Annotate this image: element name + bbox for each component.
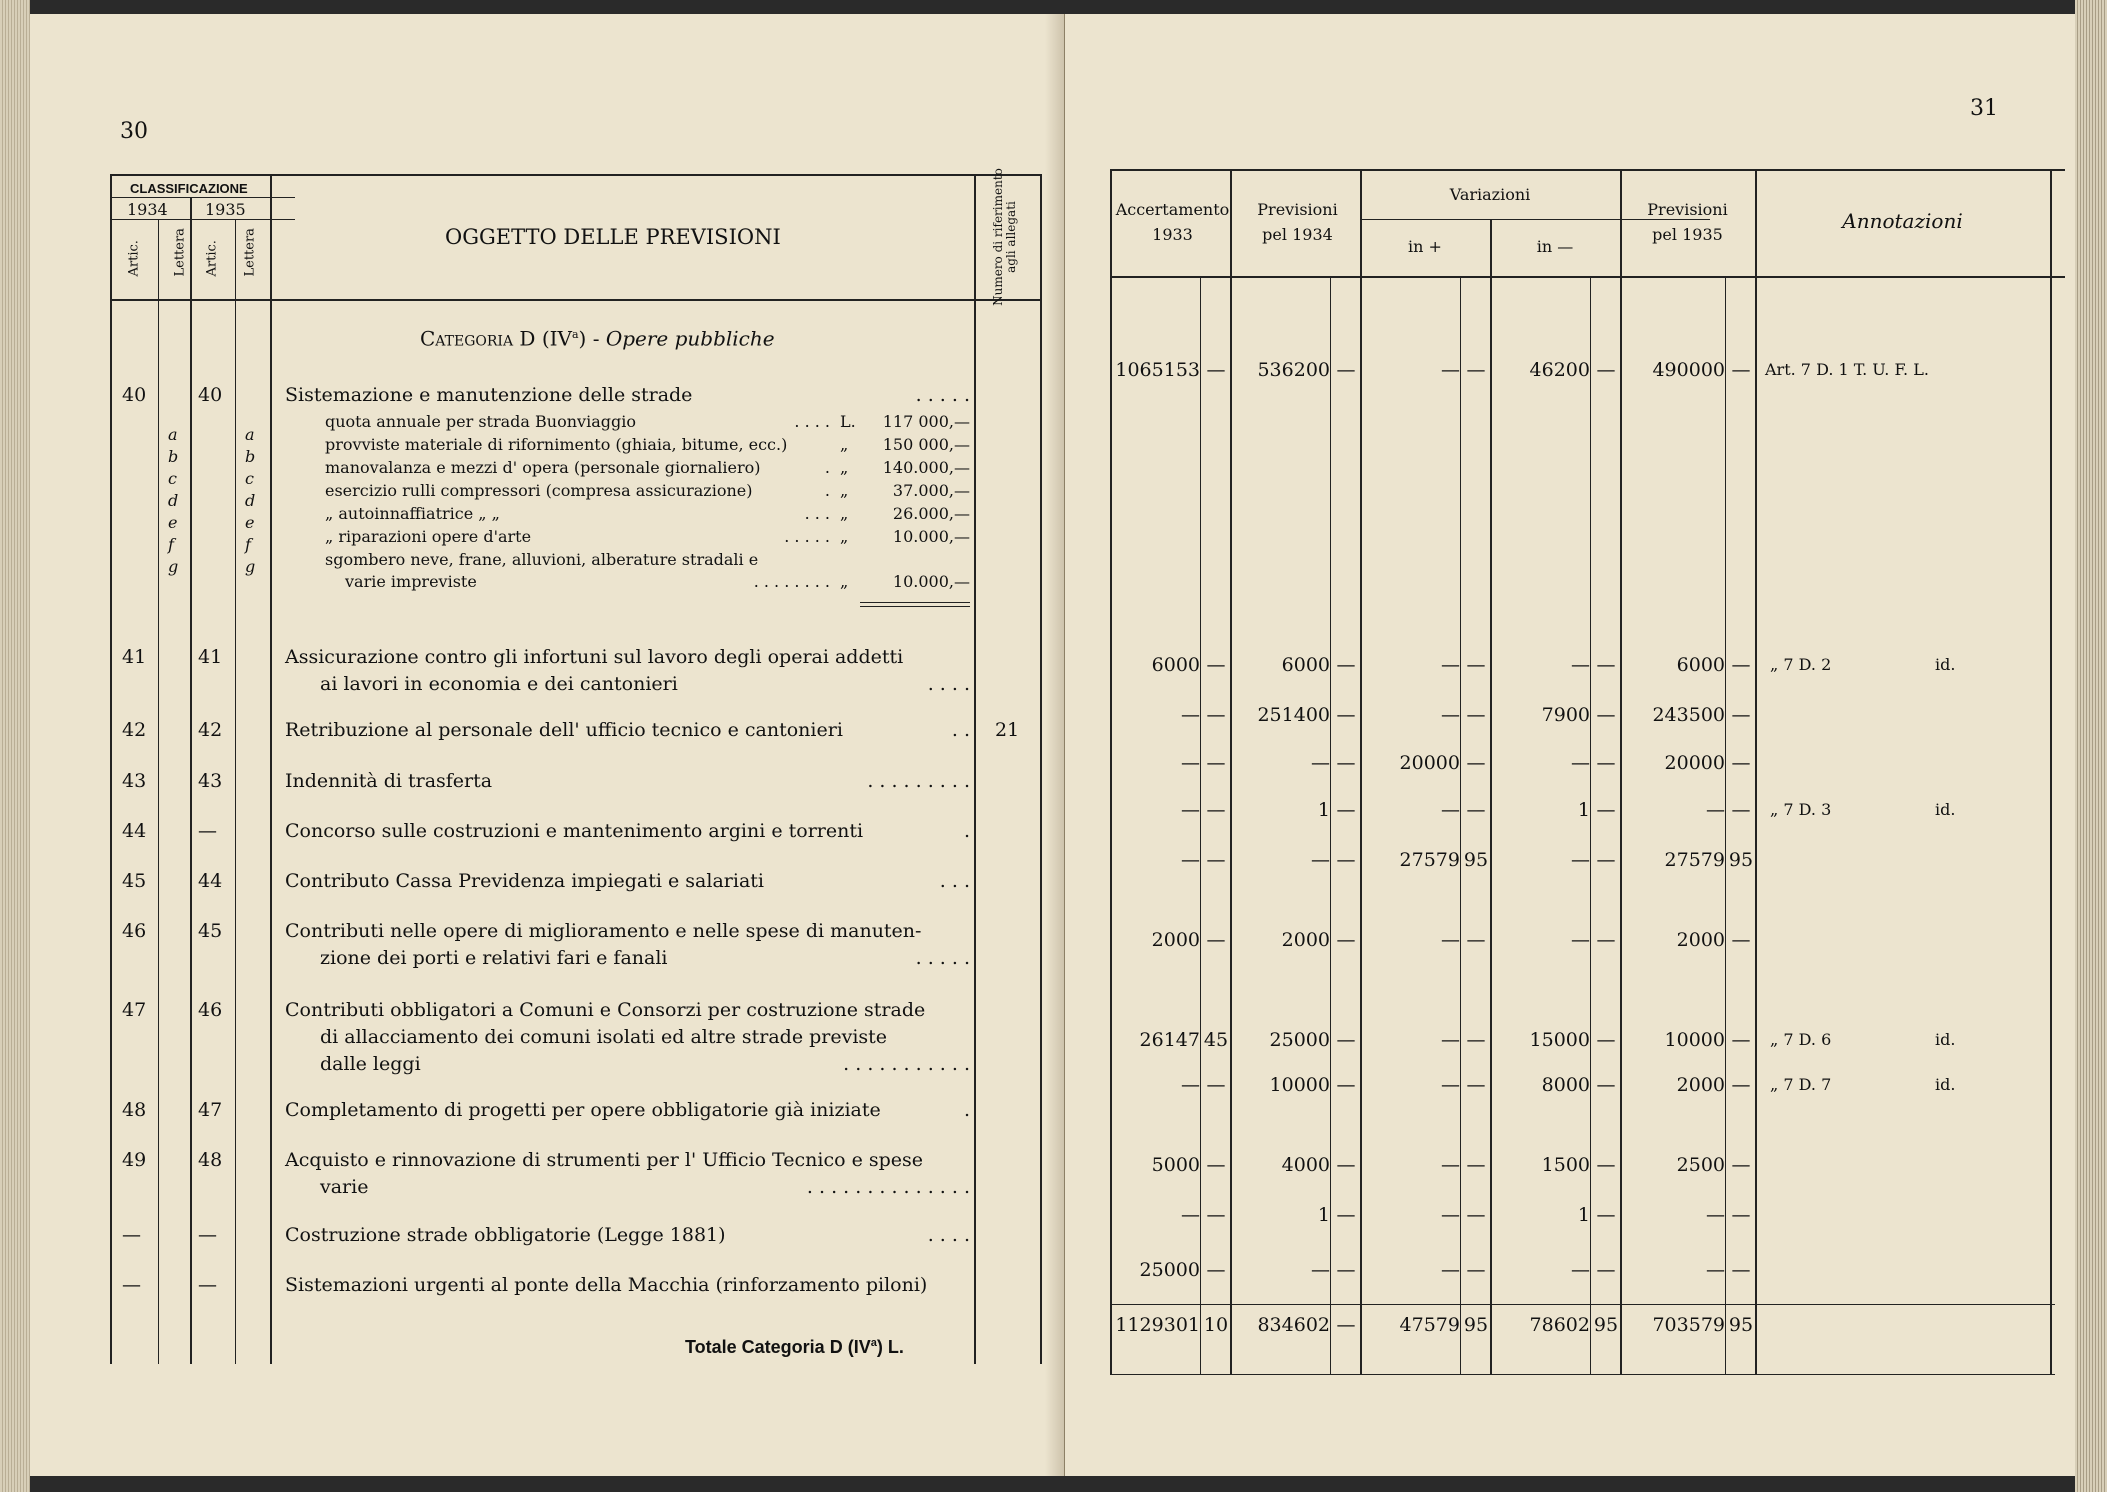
- right-page: [1065, 14, 2075, 1476]
- cell-acc-c: —: [1206, 704, 1226, 726]
- dot-leader: .: [963, 820, 970, 842]
- total-label-left: Totale Categoria D $(IV^a)$ L.: [685, 1337, 904, 1357]
- in-minus-header: in —: [1536, 237, 1574, 256]
- cell-vm-c: —: [1596, 849, 1616, 871]
- cell-p35: 20000: [1664, 752, 1725, 774]
- sub-item-text: „ autoinnaffiatrice „ „: [325, 504, 500, 523]
- cell-p35: —: [1706, 1259, 1725, 1281]
- letter-1934: b: [168, 447, 179, 466]
- cell-vp-c: —: [1466, 359, 1486, 381]
- numero-riferimento-header: Numero di riferimento agli allegati: [991, 168, 1018, 306]
- article-1935: —: [198, 1224, 217, 1246]
- cell-acc-c: —: [1206, 359, 1226, 381]
- sub-item-amount: 37.000,—: [892, 481, 970, 500]
- cell-p34-c: —: [1336, 849, 1356, 871]
- annotation: „ 7 D. 6: [1770, 1030, 1832, 1049]
- cell-p34: 6000: [1281, 654, 1330, 676]
- cell-vp: —: [1441, 1154, 1460, 1176]
- cell-vp-c: 95: [1463, 1314, 1489, 1336]
- annotazioni-header: Annotazioni: [1842, 209, 1963, 233]
- cell-p34: 1: [1317, 799, 1330, 821]
- cell-p34-c: —: [1336, 704, 1356, 726]
- cell-p34-c: —: [1336, 752, 1356, 774]
- dot-leader: . .: [951, 719, 970, 741]
- cell-vm: 1: [1577, 1204, 1590, 1226]
- cell-acc-c: —: [1206, 752, 1226, 774]
- row-description-cont: varie: [320, 1176, 369, 1198]
- cell-acc: 26147: [1139, 1029, 1200, 1051]
- pel-1934-header: pel 1934: [1262, 225, 1333, 244]
- cell-p34: —: [1311, 752, 1330, 774]
- cell-vm: 46200: [1529, 359, 1590, 381]
- cell-acc-c: —: [1206, 799, 1226, 821]
- cell-acc: —: [1181, 752, 1200, 774]
- cell-acc-c: —: [1206, 654, 1226, 676]
- cell-p34: 536200: [1257, 359, 1330, 381]
- cell-p34: 1: [1317, 1204, 1330, 1226]
- cell-p34: 251400: [1257, 704, 1330, 726]
- article-1935: 41: [198, 646, 223, 668]
- article-1934: 48: [122, 1099, 147, 1121]
- cell-p34-c: —: [1336, 929, 1356, 951]
- cell-vp: —: [1441, 1074, 1460, 1096]
- row-description-cont: zione dei porti e relativi fari e fanali: [320, 947, 668, 969]
- cell-vp: —: [1441, 704, 1460, 726]
- article-1934: —: [122, 1224, 141, 1246]
- classificazione-label: CLASSIFICAZIONE: [130, 181, 248, 196]
- letter-1935: g: [245, 557, 256, 576]
- cell-acc: 5000: [1151, 1154, 1200, 1176]
- cell-vm: —: [1571, 849, 1590, 871]
- article-1935: —: [198, 820, 217, 842]
- cell-p35-c: 95: [1728, 849, 1754, 871]
- article-1935: 42: [198, 719, 223, 741]
- currency-mark: „: [840, 504, 849, 523]
- previsioni-1934-header: Previsioni: [1257, 200, 1338, 219]
- annotation-id: id.: [1935, 1030, 1956, 1049]
- article-1935: 40: [198, 384, 223, 406]
- cell-vp: —: [1441, 359, 1460, 381]
- cell-p34-c: —: [1336, 1259, 1356, 1281]
- cell-vm: —: [1571, 929, 1590, 951]
- sub-item-amount: 150 000,—: [882, 435, 970, 454]
- sub-item-text: „ riparazioni opere d'arte: [325, 527, 532, 546]
- cell-p35: 6000: [1676, 654, 1725, 676]
- annotation-id: id.: [1935, 800, 1956, 819]
- cell-vm-c: —: [1596, 359, 1616, 381]
- cell-p35-c: —: [1731, 929, 1751, 951]
- oggetto-header: OGGETTO DELLE PREVISIONI: [445, 225, 781, 249]
- annotation: Art. 7 D. 1 T. U. F. L.: [1765, 360, 1929, 379]
- cell-p35-c: —: [1731, 799, 1751, 821]
- article-1935: 46: [198, 999, 223, 1021]
- cell-vm-c: —: [1596, 1259, 1616, 1281]
- cell-p34: 25000: [1269, 1029, 1330, 1051]
- cell-p34-c: —: [1336, 799, 1356, 821]
- cell-vp-c: —: [1466, 1029, 1486, 1051]
- cell-acc-c: —: [1206, 1259, 1226, 1281]
- page-number-left: 30: [120, 119, 148, 144]
- cell-acc: —: [1181, 1074, 1200, 1096]
- article-1935: 45: [198, 920, 223, 942]
- cell-acc: 25000: [1139, 1259, 1200, 1281]
- cell-p35: 2000: [1676, 1074, 1725, 1096]
- article-1935: 44: [198, 870, 223, 892]
- cell-acc: 6000: [1151, 654, 1200, 676]
- page-stack-right-edge: [2075, 0, 2107, 1492]
- cell-vm-c: —: [1596, 752, 1616, 774]
- row-description: Sistemazione e manutenzione delle strade: [285, 384, 693, 406]
- pel-1935-header: pel 1935: [1652, 225, 1723, 244]
- article-1934: 46: [122, 920, 147, 942]
- cell-p34-c: —: [1336, 1154, 1356, 1176]
- cell-acc: 1065153: [1115, 359, 1200, 381]
- cell-p35-c: —: [1731, 359, 1751, 381]
- row-description: Retribuzione al personale dell' ufficio tecnico e cantonieri: [285, 719, 843, 741]
- cell-vp: 20000: [1399, 752, 1460, 774]
- article-1935: 47: [198, 1099, 223, 1121]
- row-description: Acquisto e rinnovazione di strumenti per l' Ufficio Tecnico e spese: [285, 1149, 924, 1171]
- cell-acc-c: —: [1206, 1074, 1226, 1096]
- cell-acc-c: 45: [1203, 1029, 1229, 1051]
- sub-item-dots: .: [824, 481, 830, 500]
- sub-item-dots: . . . .: [794, 412, 830, 431]
- cell-acc-c: —: [1206, 849, 1226, 871]
- sub-item-amount: 140.000,—: [882, 458, 970, 477]
- dot-leader: . . . .: [927, 673, 970, 695]
- lettera-1934-label: Lettera: [172, 228, 188, 277]
- cell-p34: —: [1311, 849, 1330, 871]
- sub-item-dots: . . . . .: [784, 527, 830, 546]
- cell-p35: 10000: [1664, 1029, 1725, 1051]
- category-heading: Categoria D $(IV^a)$ - Opere pubbliche: [420, 326, 775, 351]
- year-1934-label: 1934: [127, 200, 168, 219]
- currency-mark: „: [840, 527, 849, 546]
- cell-vm: 1: [1577, 799, 1590, 821]
- cell-vm: —: [1571, 654, 1590, 676]
- cell-p35: 703579: [1652, 1314, 1725, 1336]
- dot-leader: . . . . .: [915, 384, 970, 406]
- cell-vp-c: —: [1466, 704, 1486, 726]
- letter-1934: e: [168, 513, 178, 532]
- cell-p35-c: —: [1731, 1259, 1751, 1281]
- annotation: „ 7 D. 3: [1770, 800, 1832, 819]
- sub-item-text: provviste materiale di rifornimento (ghiaia, bitume, ecc.): [325, 435, 788, 454]
- reference-number: 21: [995, 719, 1020, 741]
- letter-1935: f: [245, 535, 251, 554]
- row-description-cont: ai lavori in economia e dei cantonieri: [320, 673, 678, 695]
- cell-vp: —: [1441, 929, 1460, 951]
- cell-vp-c: —: [1466, 929, 1486, 951]
- artic-1935-label: Artic.: [204, 240, 220, 277]
- sub-item-dots: . . .: [804, 504, 830, 523]
- cell-p34: 2000: [1281, 929, 1330, 951]
- article-1934: 42: [122, 719, 147, 741]
- cell-vm-c: —: [1596, 1154, 1616, 1176]
- sub-item-amount: 117 000,—: [882, 412, 970, 431]
- cell-p35: —: [1706, 1204, 1725, 1226]
- annotation: „ 7 D. 7: [1770, 1075, 1832, 1094]
- sub-item-text: esercizio rulli compressori (compresa assicurazione): [325, 481, 753, 500]
- accertamento-year: 1933: [1152, 225, 1193, 244]
- row-description: Indennità di trasferta: [285, 770, 493, 792]
- cell-vm: 1500: [1541, 1154, 1590, 1176]
- cell-p35: 243500: [1652, 704, 1725, 726]
- row-description-cont: dalle leggi: [320, 1053, 421, 1075]
- cell-p34-c: —: [1336, 1074, 1356, 1096]
- sub-item-text: manovalanza e mezzi d' opera (personale giornaliero): [325, 458, 761, 477]
- row-description: Costruzione strade obbligatorie (Legge 1881): [285, 1224, 726, 1246]
- cell-vp: —: [1441, 1204, 1460, 1226]
- dot-leader: . . . .: [927, 1224, 970, 1246]
- article-1934: 49: [122, 1149, 147, 1171]
- cell-p35-c: —: [1731, 704, 1751, 726]
- cell-p35: 490000: [1652, 359, 1725, 381]
- left-page: [30, 14, 1065, 1476]
- article-1934: 47: [122, 999, 147, 1021]
- cell-acc: —: [1181, 704, 1200, 726]
- cell-vm: —: [1571, 1259, 1590, 1281]
- letter-1934: f: [168, 535, 174, 554]
- cell-p35: —: [1706, 799, 1725, 821]
- cell-p35-c: —: [1731, 1154, 1751, 1176]
- cell-acc: 1129301: [1115, 1314, 1200, 1336]
- letter-1935: a: [245, 425, 255, 444]
- cell-vp: —: [1441, 654, 1460, 676]
- row-description: Contributi nelle opere di miglioramento e nelle spese di manuten-: [285, 920, 922, 942]
- page-number-right: 31: [1970, 96, 1998, 121]
- cell-vp-c: —: [1466, 1154, 1486, 1176]
- currency-mark: „: [840, 435, 849, 454]
- cell-p35-c: —: [1731, 1204, 1751, 1226]
- cell-vm-c: —: [1596, 799, 1616, 821]
- cell-vm-c: 95: [1593, 1314, 1619, 1336]
- letter-1934: g: [168, 557, 179, 576]
- cell-vp: 27579: [1399, 849, 1460, 871]
- cell-vp-c: —: [1466, 1074, 1486, 1096]
- cell-vp: —: [1441, 1029, 1460, 1051]
- cell-vm-c: —: [1596, 654, 1616, 676]
- letter-1935: c: [245, 469, 254, 488]
- cell-p35: 2500: [1676, 1154, 1725, 1176]
- cell-vm-c: —: [1596, 1204, 1616, 1226]
- cell-p34-c: —: [1336, 1314, 1356, 1336]
- letter-1935: d: [245, 491, 256, 510]
- cell-p34-c: —: [1336, 1029, 1356, 1051]
- cell-acc-c: —: [1206, 929, 1226, 951]
- letter-1934: a: [168, 425, 178, 444]
- cell-vp-c: 95: [1463, 849, 1489, 871]
- row-description: Contributi obbligatori a Comuni e Consorzi per costruzione strade: [285, 999, 926, 1021]
- letter-1935: e: [245, 513, 255, 532]
- cell-p35-c: 95: [1728, 1314, 1754, 1336]
- article-1934: —: [122, 1274, 141, 1296]
- cell-vm-c: —: [1596, 1029, 1616, 1051]
- sub-item-amount: 10.000,—: [892, 527, 970, 546]
- sub-item-amount: 26.000,—: [892, 504, 970, 523]
- cell-vp: 47579: [1399, 1314, 1460, 1336]
- cell-vp: —: [1441, 799, 1460, 821]
- cell-vm: 78602: [1529, 1314, 1590, 1336]
- cell-p35-c: —: [1731, 1074, 1751, 1096]
- cell-vp-c: —: [1466, 1204, 1486, 1226]
- row-description: Sistemazioni urgenti al ponte della Macchia (rinforzamento piloni): [285, 1274, 928, 1296]
- cell-p34: —: [1311, 1259, 1330, 1281]
- page-stack-left-edge: [0, 0, 30, 1492]
- lettera-1935-label: Lettera: [242, 228, 258, 277]
- in-plus-header: in +: [1408, 237, 1442, 256]
- cell-vp-c: —: [1466, 654, 1486, 676]
- cell-acc: —: [1181, 1204, 1200, 1226]
- cell-p35: 2000: [1676, 929, 1725, 951]
- article-1934: 40: [122, 384, 147, 406]
- cell-p34: 4000: [1281, 1154, 1330, 1176]
- letter-1934: d: [168, 491, 179, 510]
- article-1934: 44: [122, 820, 147, 842]
- row-description-cont: di allacciamento dei comuni isolati ed altre strade previste: [320, 1026, 888, 1048]
- cell-p34: 834602: [1257, 1314, 1330, 1336]
- article-1934: 45: [122, 870, 147, 892]
- annotation: „ 7 D. 2: [1770, 655, 1832, 674]
- artic-1934-label: Artic.: [126, 240, 142, 277]
- article-1935: 43: [198, 770, 223, 792]
- cell-p34-c: —: [1336, 1204, 1356, 1226]
- cell-p35: 27579: [1664, 849, 1725, 871]
- article-1934: 43: [122, 770, 147, 792]
- cell-p34: 10000: [1269, 1074, 1330, 1096]
- dot-leader: . . . . . . . . . . .: [843, 1053, 970, 1075]
- sub-item-text-cont: varie impreviste: [345, 572, 477, 591]
- cell-p35-c: —: [1731, 1029, 1751, 1051]
- cell-acc-c: —: [1206, 1204, 1226, 1226]
- currency-mark: „: [840, 458, 849, 477]
- cell-acc: —: [1181, 849, 1200, 871]
- accertamento-header: Accertamento: [1115, 200, 1230, 219]
- cell-vm: 8000: [1541, 1074, 1590, 1096]
- previsioni-1935-header: Previsioni: [1647, 200, 1728, 219]
- row-description: Completamento di progetti per opere obbligatorie già iniziate: [285, 1099, 881, 1121]
- cell-p34-c: —: [1336, 359, 1356, 381]
- cell-vp-c: —: [1466, 1259, 1486, 1281]
- dot-leader: .: [963, 1099, 970, 1121]
- cell-vp-c: —: [1466, 799, 1486, 821]
- cell-vm-c: —: [1596, 704, 1616, 726]
- cell-acc-c: —: [1206, 1154, 1226, 1176]
- cell-vm-c: —: [1596, 929, 1616, 951]
- cell-acc: 2000: [1151, 929, 1200, 951]
- sub-item-amount: 10.000,—: [892, 572, 970, 591]
- row-description: Assicurazione contro gli infortuni sul lavoro degli operai addetti: [285, 646, 904, 668]
- dot-leader: . . . . .: [915, 947, 970, 969]
- cell-vm: 15000: [1529, 1029, 1590, 1051]
- dot-leader: . . . . . . . . .: [867, 770, 970, 792]
- letter-1935: b: [245, 447, 256, 466]
- cell-vp-c: —: [1466, 752, 1486, 774]
- sub-item-text: sgombero neve, frane, alluvioni, alberature stradali e: [325, 550, 759, 569]
- article-1934: 41: [122, 646, 147, 668]
- cell-vm-c: —: [1596, 1074, 1616, 1096]
- sub-item-dots: . . . . . . . .: [753, 572, 830, 591]
- dot-leader: . . . . . . . . . . . . . .: [806, 1176, 970, 1198]
- cell-p35-c: —: [1731, 752, 1751, 774]
- annotation-id: id.: [1935, 1075, 1956, 1094]
- row-description: Contributo Cassa Previdenza impiegati e salariati: [285, 870, 764, 892]
- year-1935-label: 1935: [205, 200, 246, 219]
- cell-acc-c: 10: [1203, 1314, 1229, 1336]
- cell-p35-c: —: [1731, 654, 1751, 676]
- cell-vp: —: [1441, 1259, 1460, 1281]
- letter-1934: c: [168, 469, 177, 488]
- sub-item-text: quota annuale per strada Buonviaggio: [325, 412, 636, 431]
- dot-leader: . . .: [939, 870, 970, 892]
- cell-vm: —: [1571, 752, 1590, 774]
- cell-vm: 7900: [1541, 704, 1590, 726]
- row-description: Concorso sulle costruzioni e mantenimento argini e torrenti: [285, 820, 864, 842]
- cell-acc: —: [1181, 799, 1200, 821]
- annotation-id: id.: [1935, 655, 1956, 674]
- variazioni-header: Variazioni: [1449, 185, 1531, 204]
- currency-mark: L.: [840, 412, 856, 431]
- article-1935: —: [198, 1274, 217, 1296]
- currency-mark: „: [840, 572, 849, 591]
- article-1935: 48: [198, 1149, 223, 1171]
- cell-p34-c: —: [1336, 654, 1356, 676]
- currency-mark: „: [840, 481, 849, 500]
- sub-item-dots: .: [824, 458, 830, 477]
